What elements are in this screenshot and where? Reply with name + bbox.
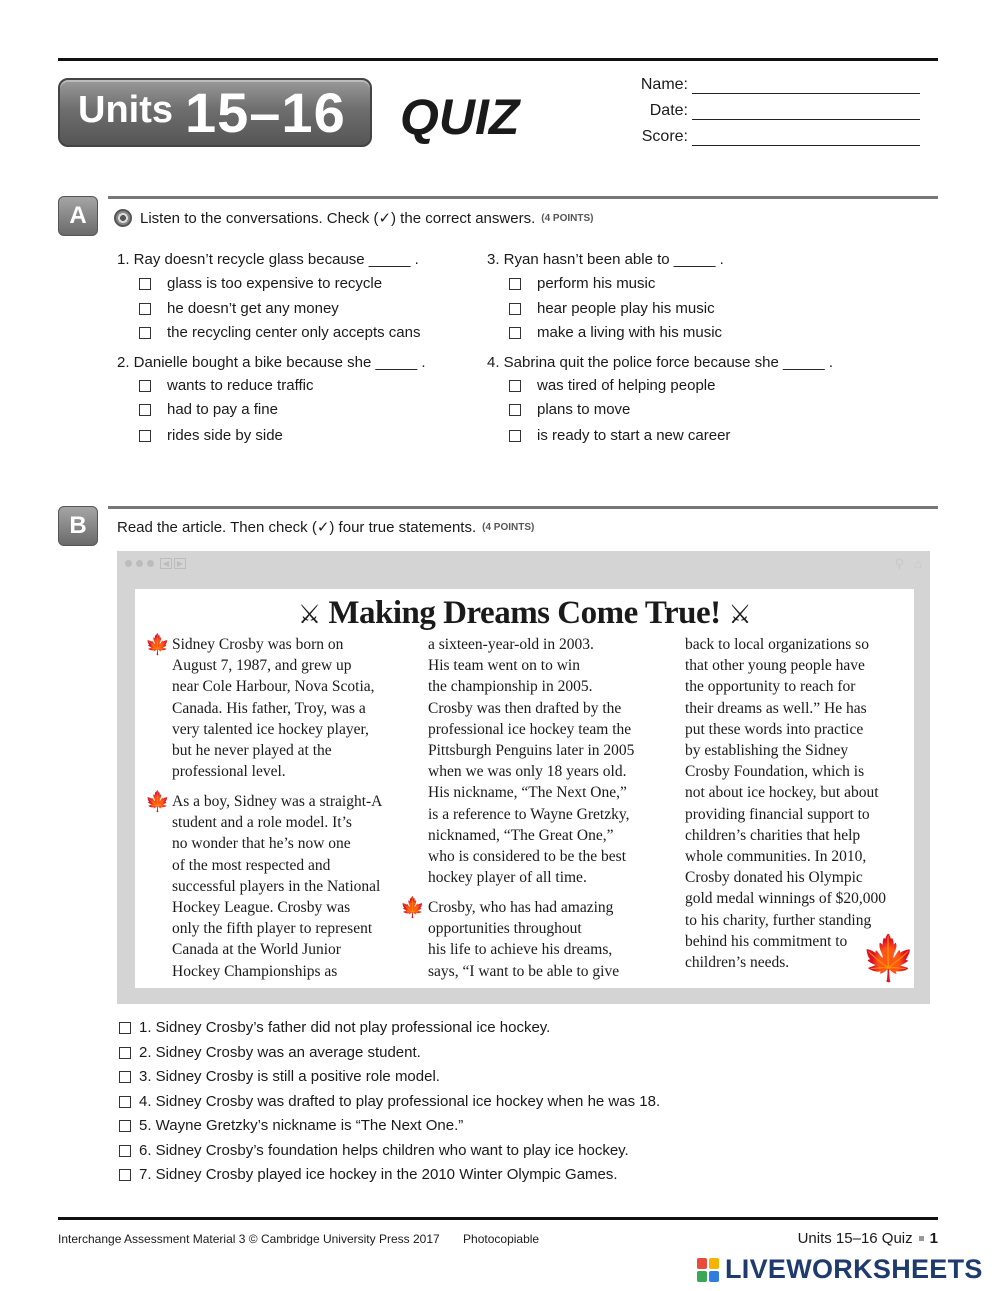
- checkbox[interactable]: [119, 1096, 131, 1108]
- liveworksheets-logo-icon: [697, 1258, 719, 1282]
- article-line: whole communities. In 2010,: [685, 848, 867, 866]
- article: [135, 589, 914, 988]
- checkbox[interactable]: [119, 1120, 131, 1132]
- date-field[interactable]: [692, 106, 920, 120]
- article-line: put these words into practice: [685, 720, 864, 738]
- article-line: providing financial support to: [685, 805, 870, 823]
- footer-right: [798, 1230, 938, 1247]
- checkbox[interactable]: [509, 303, 521, 315]
- article-line: Pittsburgh Penguins later in 2005: [428, 742, 635, 760]
- window-dot: [136, 560, 143, 567]
- article-line: Crosby Foundation, which is: [685, 763, 865, 781]
- answer-option[interactable]: wants to reduce traffic: [139, 377, 313, 394]
- checkbox[interactable]: [139, 303, 151, 315]
- article-line: not about ice hockey, but about: [685, 784, 879, 802]
- article-line: very talented ice hockey player,: [172, 720, 369, 738]
- score-row: [640, 128, 920, 146]
- article-line: children’s charities that help: [685, 826, 861, 844]
- score-field[interactable]: [692, 132, 920, 146]
- checkbox[interactable]: [119, 1071, 131, 1083]
- checkbox[interactable]: [139, 380, 151, 392]
- photocopiable: Photocopiable: [463, 1232, 540, 1246]
- date-row: [640, 102, 920, 120]
- checkbox[interactable]: [119, 1145, 131, 1157]
- article-line: says, “I want to be able to give: [428, 962, 620, 980]
- article-line: Crosby donated his Olympic: [685, 869, 863, 887]
- section-a-badge: A: [58, 196, 98, 236]
- maple-leaf-icon: 🍁: [145, 791, 170, 813]
- article-line: opportunities throughout: [428, 920, 582, 938]
- liveworksheets-watermark: [697, 1254, 983, 1285]
- quiz-title: QUIZ: [400, 89, 520, 145]
- article-line: Crosby, who has had amazing: [428, 899, 614, 916]
- liveworksheets-text: LIVEWORKSHEETS: [725, 1254, 983, 1284]
- answer-option[interactable]: make a living with his music: [509, 324, 722, 341]
- answer-option[interactable]: had to pay a fine: [139, 401, 278, 418]
- maple-leaf-icon: 🍁: [145, 634, 170, 656]
- question-3: 3. Ryan hasn’t been able to _____ .: [487, 251, 724, 268]
- article-line: Hockey Championships as: [172, 962, 338, 980]
- browser-frame: [117, 551, 930, 1004]
- article-line: children’s needs.: [685, 954, 790, 972]
- article-line: a sixteen-year-old in 2003.: [428, 636, 594, 653]
- name-field[interactable]: [692, 80, 920, 94]
- window-dot: [147, 560, 154, 567]
- article-col2-p1: [428, 634, 634, 888]
- answer-option[interactable]: perform his music: [509, 275, 655, 292]
- checkbox[interactable]: [509, 430, 521, 442]
- section-b-badge: B: [58, 506, 98, 546]
- hockey-sticks-icon: ⚔: [297, 600, 321, 629]
- section-a-instruction: [117, 209, 593, 227]
- article-line: hockey player of all time.: [428, 869, 587, 887]
- checkbox[interactable]: [139, 278, 151, 290]
- units-badge: [58, 78, 372, 147]
- answer-option[interactable]: plans to move: [509, 401, 630, 418]
- article-line: behind his commitment to: [685, 932, 848, 950]
- search-icon: ⚲: [894, 556, 905, 571]
- statement[interactable]: 1. Sidney Crosby’s father did not play professional ice hockey.: [119, 1019, 550, 1036]
- answer-option[interactable]: hear people play his music: [509, 300, 715, 317]
- units-number: 15–16: [185, 81, 346, 144]
- statement[interactable]: 7. Sidney Crosby played ice hockey in the 2010 Winter Olympic Games.: [119, 1166, 618, 1183]
- copyright: Interchange Assessment Material 3 © Cambridge University Press 2017: [58, 1232, 440, 1246]
- article-title-text: Making Dreams Come True!: [328, 595, 721, 631]
- article-line: Hockey League. Crosby was: [172, 899, 351, 917]
- statement[interactable]: 6. Sidney Crosby’s foundation helps children who want to play ice hockey.: [119, 1142, 629, 1159]
- article-line: the opportunity to reach for: [685, 678, 856, 696]
- article-col2-p2: [428, 897, 619, 982]
- article-line: their dreams as well.” He has: [685, 699, 867, 717]
- article-line: no wonder that he’s now one: [172, 835, 351, 853]
- article-title: [135, 595, 914, 632]
- article-line: his life to achieve his dreams,: [428, 941, 613, 959]
- statement[interactable]: 5. Wayne Gretzky’s nickname is “The Next One.”: [119, 1117, 463, 1134]
- page-number: 1: [929, 1230, 938, 1247]
- article-line: Canada. His father, Troy, was a: [172, 699, 366, 717]
- article-line: nicknamed, “The Great One,”: [428, 826, 614, 844]
- article-line: gold medal winnings of $20,000: [685, 890, 887, 908]
- checkbox[interactable]: [139, 327, 151, 339]
- answer-option[interactable]: the recycling center only accepts cans: [139, 324, 420, 341]
- section-b-instruction-text: Read the article. Then check (✓) four true statements.: [117, 519, 477, 536]
- article-line: Canada at the World Junior: [172, 941, 341, 959]
- article-line: Crosby was then drafted by the: [428, 699, 622, 717]
- maple-leaf-icon: 🍁: [861, 934, 916, 983]
- article-line: only the fifth player to represent: [172, 920, 373, 938]
- answer-option[interactable]: rides side by side: [139, 427, 283, 444]
- article-line: successful players in the National: [172, 877, 381, 895]
- section-b-rule: [108, 506, 938, 509]
- name-row: [640, 76, 920, 94]
- article-col1-p2: [172, 791, 382, 982]
- article-line: is a reference to Wayne Gretzky,: [428, 805, 630, 823]
- article-line: to his charity, further standing: [685, 911, 872, 929]
- article-line: student and a role model. It’s: [172, 814, 352, 832]
- maple-leaf-icon: 🍁: [400, 897, 425, 919]
- bottom-rule: [58, 1217, 938, 1220]
- checkbox[interactable]: [119, 1047, 131, 1059]
- article-line: back to local organizations so: [685, 636, 869, 653]
- section-a-instruction-text: Listen to the conversations. Check (✓) the correct answers.: [140, 210, 536, 227]
- top-rule: [58, 58, 938, 61]
- checkbox[interactable]: [509, 380, 521, 392]
- checkbox[interactable]: [119, 1022, 131, 1034]
- article-line: when we was only 18 years old.: [428, 763, 627, 781]
- name-label: Name:: [640, 76, 688, 93]
- article-line: but he never played at the: [172, 742, 332, 760]
- question-1: 1. Ray doesn’t recycle glass because _____ .: [117, 251, 419, 268]
- checkbox[interactable]: [509, 278, 521, 290]
- checkbox[interactable]: [509, 404, 521, 416]
- article-line: professional ice hockey team the: [428, 720, 632, 738]
- article-line: professional level.: [172, 763, 286, 781]
- section-b-instruction: [117, 518, 534, 536]
- article-line: Sidney Crosby was born on: [172, 636, 344, 653]
- article-line: that other young people have: [685, 657, 865, 675]
- separator-square: [919, 1236, 924, 1241]
- article-line: who is considered to be the best: [428, 848, 627, 866]
- forward-arrow-icon: ▶: [174, 558, 186, 569]
- article-line: His nickname, “The Next One,”: [428, 784, 627, 802]
- back-arrow-icon: ◀: [160, 558, 172, 569]
- answer-option[interactable]: was tired of helping people: [509, 377, 715, 394]
- statement[interactable]: 2. Sidney Crosby was an average student.: [119, 1044, 421, 1061]
- section-b-points: (4 POINTS): [482, 521, 535, 533]
- section-a-rule: [108, 196, 938, 199]
- section-a-points: (4 POINTS): [541, 212, 594, 224]
- home-icon: ⌂: [914, 556, 922, 571]
- quiz-label: Units 15–16 Quiz: [797, 1230, 913, 1247]
- window-dot: [125, 560, 132, 567]
- question-2: 2. Danielle bought a bike because she _____ .: [117, 354, 426, 371]
- article-line: His team went on to win: [428, 657, 580, 675]
- answer-option[interactable]: he doesn’t get any money: [139, 300, 339, 317]
- statement[interactable]: 3. Sidney Crosby is still a positive role model.: [119, 1068, 440, 1085]
- article-col1-p1: [172, 634, 375, 782]
- date-label: Date:: [649, 102, 688, 119]
- statement[interactable]: 4. Sidney Crosby was drafted to play professional ice hockey when he was 18.: [119, 1093, 660, 1110]
- footer-left: [58, 1232, 539, 1246]
- checkbox[interactable]: [139, 430, 151, 442]
- hockey-sticks-icon: ⚔: [728, 600, 752, 629]
- article-line: by establishing the Sidney: [685, 742, 849, 760]
- article-line: near Cole Harbour, Nova Scotia,: [172, 678, 375, 696]
- checkbox[interactable]: [119, 1169, 131, 1181]
- article-line: As a boy, Sidney was a straight-A: [172, 793, 383, 810]
- score-label: Score:: [641, 128, 688, 145]
- answer-option[interactable]: is ready to start a new career: [509, 427, 730, 444]
- checkbox[interactable]: [139, 404, 151, 416]
- checkbox[interactable]: [509, 327, 521, 339]
- article-col3: [685, 634, 886, 973]
- article-line: August 7, 1987, and grew up: [172, 657, 352, 675]
- article-line: the championship in 2005.: [428, 678, 593, 696]
- article-line: of the most respected and: [172, 856, 331, 874]
- question-4: 4. Sabrina quit the police force because she _____ .: [487, 354, 834, 371]
- audio-icon[interactable]: [114, 209, 132, 227]
- browser-toolbar: [117, 551, 930, 575]
- answer-option[interactable]: glass is too expensive to recycle: [139, 275, 382, 292]
- units-word: Units: [78, 89, 173, 131]
